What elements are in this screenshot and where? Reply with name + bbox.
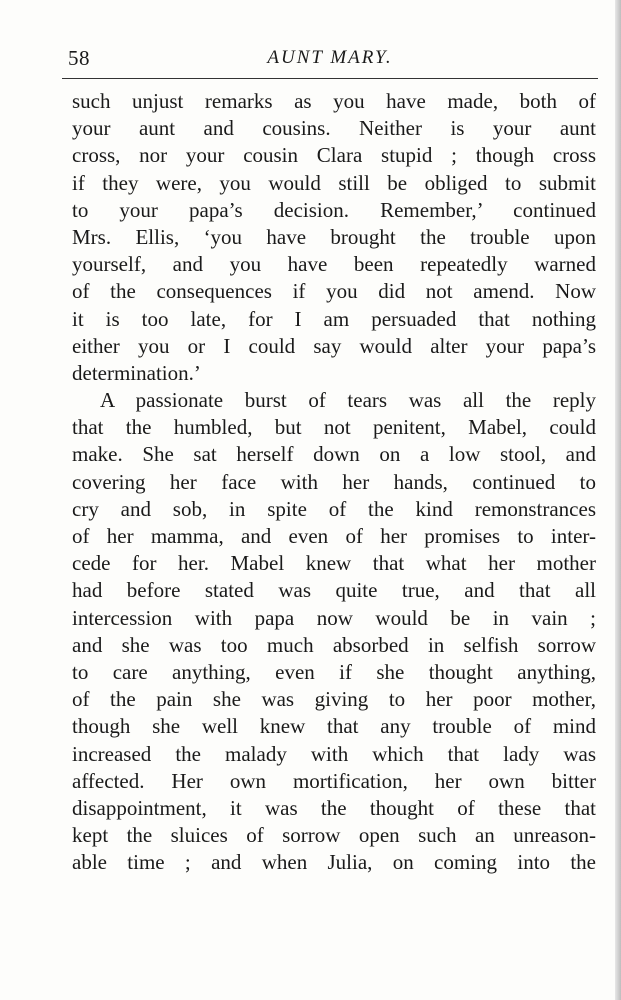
text-line: able time ; and when Julia, on coming into the <box>72 850 596 875</box>
text-line: your aunt and cousins. Neither is your aunt <box>72 116 596 141</box>
text-line: disappointment, it was the thought of these that <box>72 795 596 820</box>
text-line: yourself, and you have been repeatedly warned <box>72 252 596 277</box>
text-line: such unjust remarks as you have made, both of <box>72 89 596 113</box>
text-line: it is too late, for I am persuaded that nothing <box>72 306 596 331</box>
page-number: 58 <box>68 46 90 70</box>
text-line: kept the sluices of sorrow open such an unreason- <box>72 823 596 848</box>
text-line: to your papa’s decision. Remember,’ continued <box>72 197 596 222</box>
text-line: cry and sob, in spite of the kind remonstrances <box>72 496 596 521</box>
running-title: AUNT MARY. <box>267 47 393 68</box>
text-line: that the humbled, but not penitent, Mabel, could <box>72 415 596 440</box>
text-line: and she was too much absorbed in selfish sorrow <box>72 632 596 657</box>
text-line: of the pain she was giving to her poor mother, <box>72 687 596 712</box>
text-line: either you or I could say would alter your papa’s <box>72 333 596 358</box>
text-line: of the consequences if you did not amend. Now <box>72 279 596 304</box>
text-line: increased the malady with which that lady was <box>72 741 596 766</box>
text-line: cross, nor your cousin Clara stupid ; though cross <box>72 143 596 168</box>
paragraph-start-line: A passionate burst of tears was all the reply <box>100 388 596 413</box>
header-rule <box>62 78 598 79</box>
text-line: cede for her. Mabel knew that what her mother <box>72 551 596 576</box>
text-line: had before stated was quite true, and that all <box>72 578 596 603</box>
body-text <box>72 88 596 876</box>
text-line: of her mamma, and even of her promises to inter- <box>72 524 596 548</box>
text-line: to care anything, even if she thought anything, <box>72 659 596 684</box>
text-line: though she well knew that any trouble of mind <box>72 714 596 739</box>
text-line: affected. Her own mortification, her own bitter <box>72 768 596 793</box>
page-edge-shadow <box>615 0 621 1000</box>
text-line: covering her face with her hands, continued to <box>72 469 596 494</box>
text-line: if they were, you would still be obliged to submit <box>72 170 596 195</box>
paragraph-end-line: determination.’ <box>72 360 201 385</box>
page-header <box>62 44 598 74</box>
text-line: Mrs. Ellis, ‘you have brought the trouble upon <box>72 224 596 249</box>
text-line: make. She sat herself down on a low stool, and <box>72 442 596 467</box>
text-line: intercession with papa now would be in vain ; <box>72 605 596 630</box>
